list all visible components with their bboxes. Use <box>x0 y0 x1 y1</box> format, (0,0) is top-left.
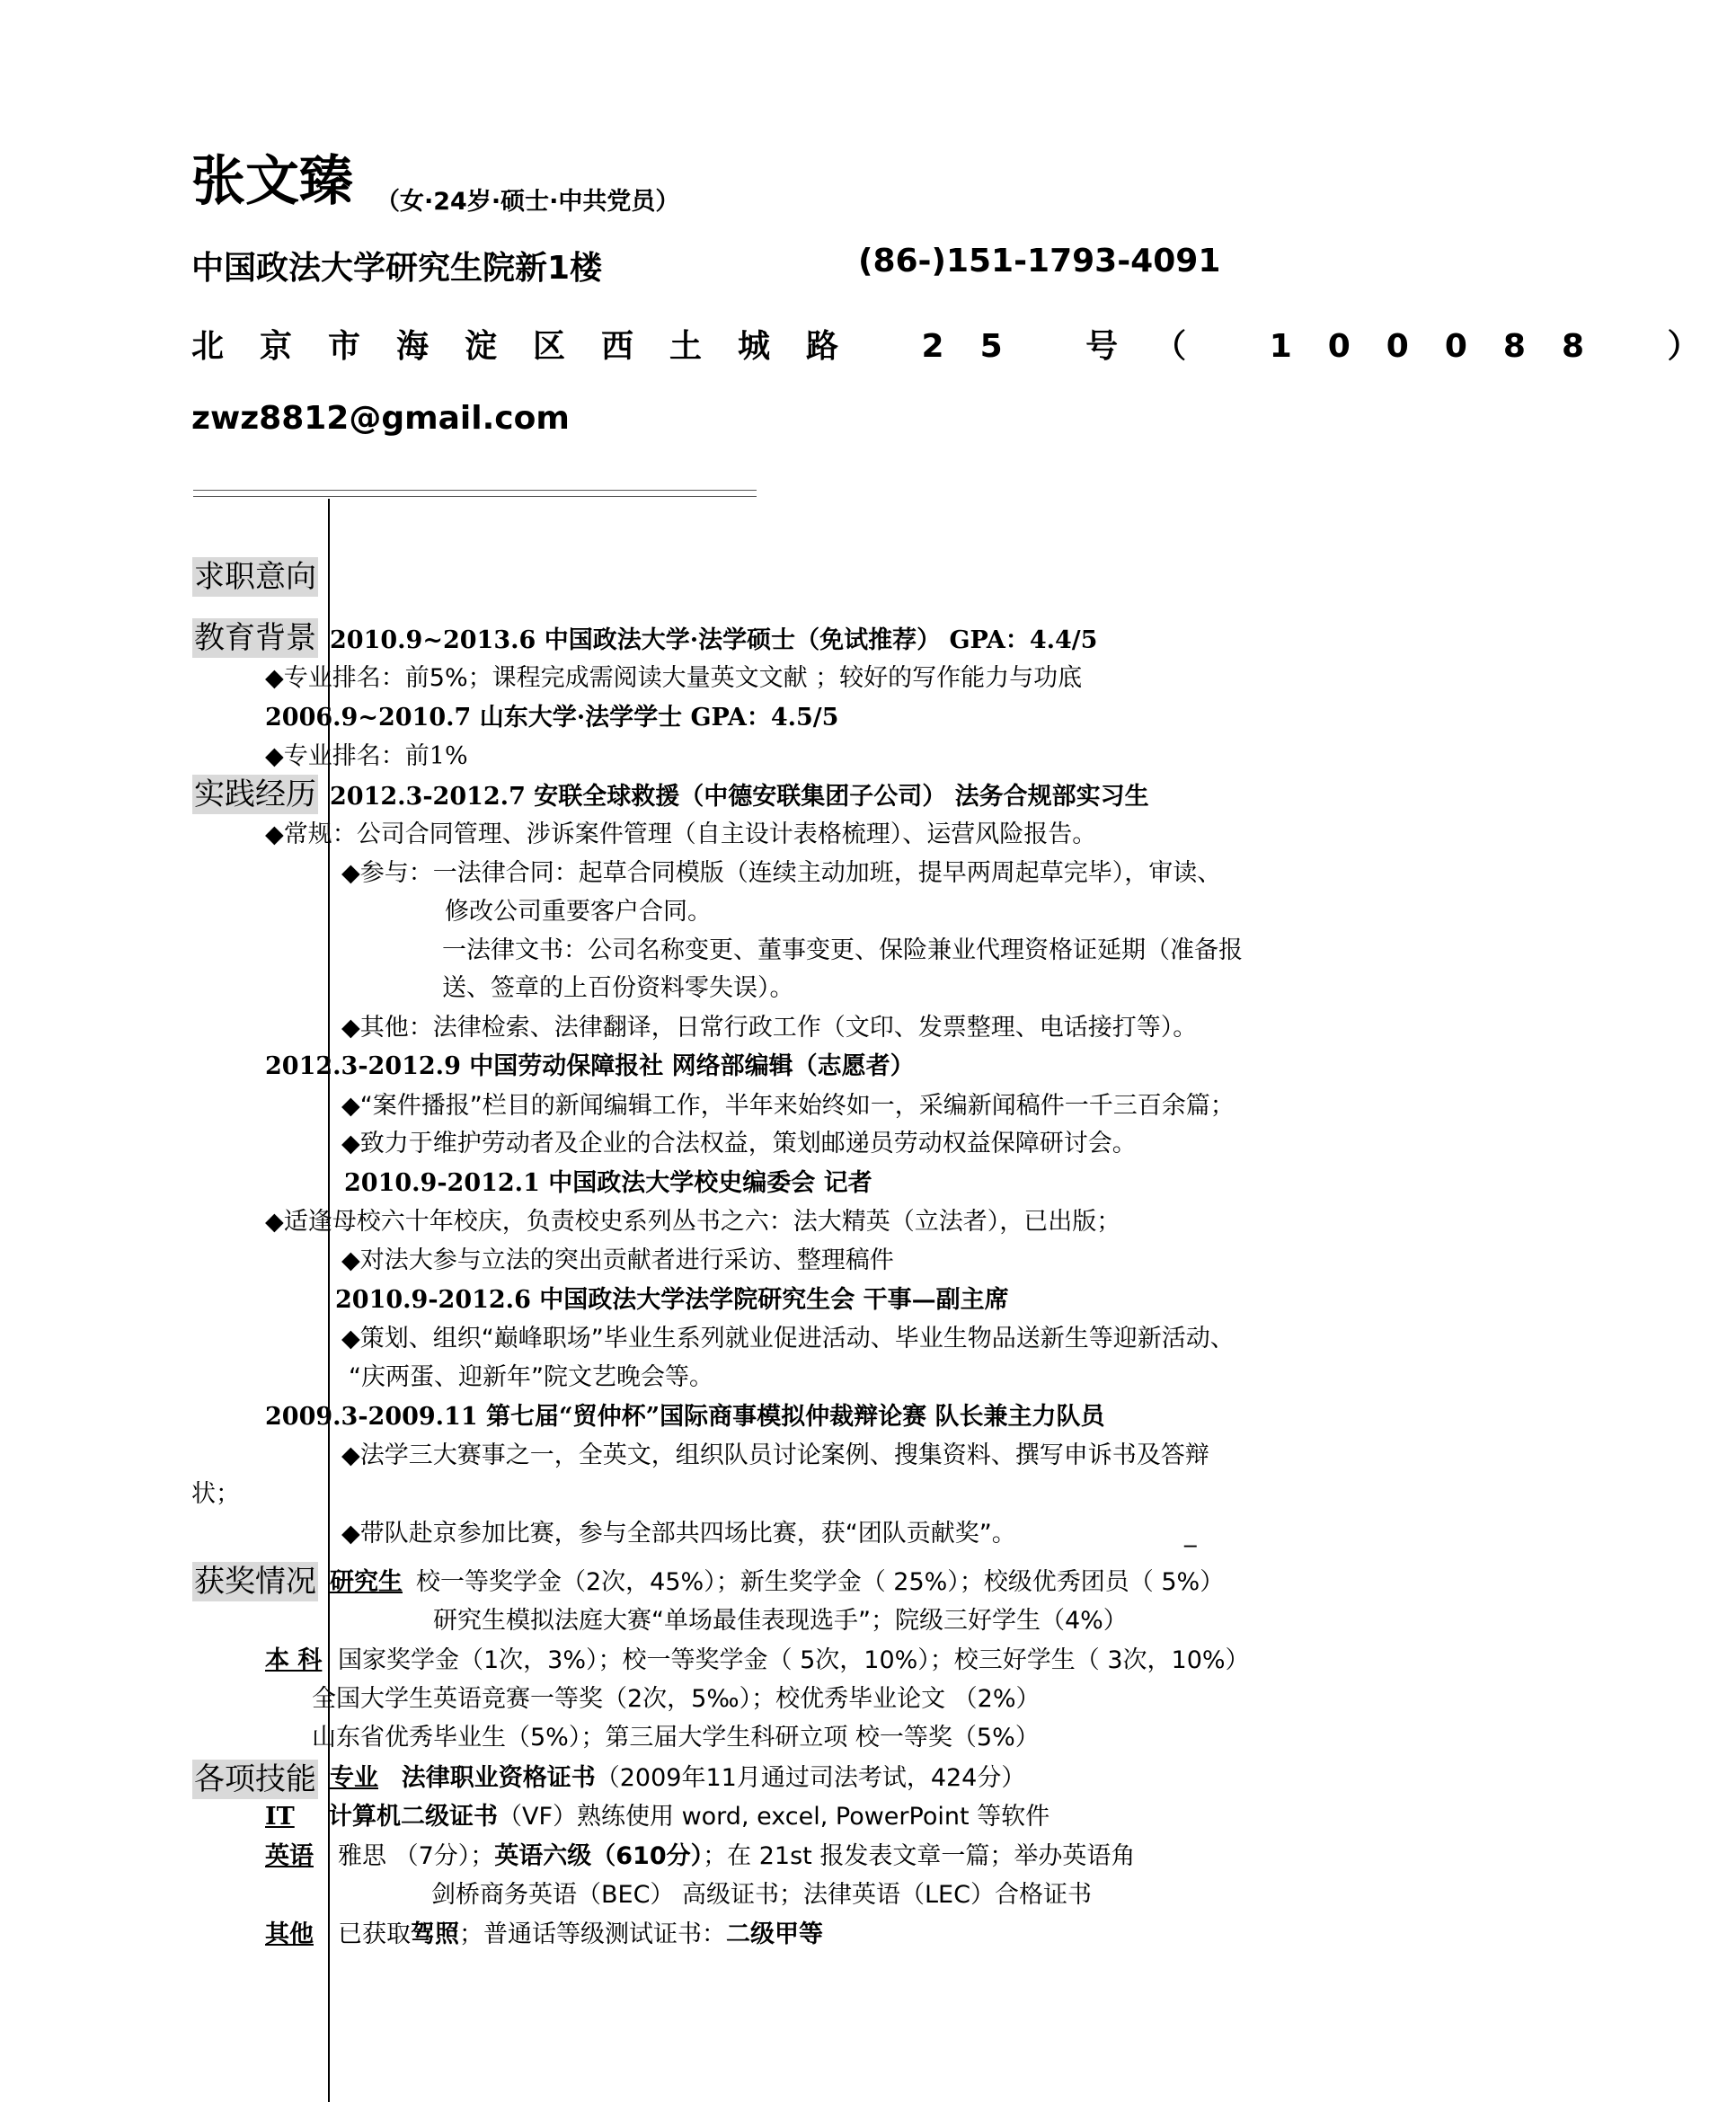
email-address: zwz8812@gmail.com <box>191 400 570 437</box>
skills-english-note: ；在 21st 报发表文章一篇；举办英语角 <box>703 1842 1136 1870</box>
awards-undergrad-line: 国家奖学金（1次，3%）；校一等奖学金（ 5次，10%）；校三好学生（ 3次，10%） <box>338 1646 1250 1674</box>
section-objective: 求职意向 <box>194 559 316 595</box>
practice-entry-1-line: ◆其他：法律检索、法律翻译，日常行政工作（文印、发票整理、电话接打等）。 <box>341 1014 1198 1042</box>
skills-other-row <box>338 1920 823 1950</box>
address-line-1: 中国政法大学研究生院新1楼 <box>191 250 603 287</box>
header-rule-bottom <box>193 496 757 497</box>
practice-entry-3-line: ◆对法大参与立法的突出贡献者进行采访、整理稿件 <box>341 1246 894 1274</box>
section-education: 教育背景 <box>194 620 316 656</box>
practice-entry-3-heading: 2010.9-2012.1 中国政法大学校史编委会 记者 <box>344 1169 872 1197</box>
candidate-name: 张文臻 <box>191 150 353 213</box>
awards-graduate-label: 研究生 <box>330 1568 403 1596</box>
practice-entry-4-line: “庆两蛋、迎新年”院文艺晚会等。 <box>349 1363 713 1391</box>
education-entry-2-heading: 2006.9~2010.7 山东大学·法学学士 GPA：4.5/5 <box>265 704 839 732</box>
address-line-2: 北京市海淀区西土城路 25 号（ 100088 ） <box>191 328 1736 365</box>
practice-entry-5-line: ◆带队赴京参加比赛，参与全部共四场比赛，获“团队贡献奖”。 <box>341 1520 1016 1548</box>
practice-entry-1-line: 一法律文书：公司名称变更、董事变更、保险兼业代理资格证延期（准备报 <box>442 936 1243 964</box>
practice-entry-5-line: ◆法学三大赛事之一，全英文，组织队员讨论案例、搜集资料、撰写申诉书及答辩 <box>341 1441 1209 1469</box>
skills-english-row <box>338 1841 1135 1872</box>
skills-it-label: IT <box>265 1803 295 1831</box>
practice-entry-2-line: ◆致力于维护劳动者及企业的合法权益，策划邮递员劳动权益保障研讨会。 <box>341 1130 1137 1157</box>
practice-entry-3-line: ◆适逢母校六十年校庆，负责校史系列丛书之六：法大精英（立法者），已出版； <box>265 1208 1121 1236</box>
skills-it-cert: 计算机二级证书 <box>328 1803 498 1831</box>
skills-it-row <box>328 1802 1050 1832</box>
education-entry-1-heading: 2010.9~2013.6 中国政法大学·法学硕士（免试推荐） GPA：4.4/5 <box>330 626 1098 654</box>
practice-entry-2-heading: 2012.3-2012.9 中国劳动保障报社 网络部编辑（志愿者） <box>265 1052 915 1080</box>
practice-entry-5-heading: 2009.3-2009.11 第七届“贸仲杯”国际商事模拟仲裁辩论赛 队长兼主力队员 <box>265 1403 1105 1431</box>
skills-other-text: ；普通话等级测试证书： <box>459 1920 726 1948</box>
skills-professional-cert: 法律职业资格证书 <box>401 1764 596 1792</box>
candidate-meta: （女·24岁·硕士·中共党员） <box>376 188 680 216</box>
skills-it-note: （VF）熟练使用 word, excel, PowerPoint 等软件 <box>498 1803 1050 1831</box>
skills-professional-label: 专业 <box>330 1764 378 1792</box>
phone-number: (86-)151-1793-4091 <box>858 243 1221 279</box>
practice-entry-5-mark: _ <box>1184 1520 1197 1548</box>
skills-english-label: 英语 <box>265 1842 314 1870</box>
skills-professional-note: （2009年11月通过司法考试，424分） <box>595 1764 1026 1792</box>
vertical-divider <box>328 499 330 2102</box>
skills-other-text: 已获取 <box>338 1920 411 1948</box>
practice-entry-1-line: 修改公司重要客户合同。 <box>445 898 712 926</box>
practice-entry-1-line: 送、签章的上百份资料零失误）。 <box>442 974 794 1002</box>
section-awards: 获奖情况 <box>194 1564 316 1600</box>
education-entry-2-detail: ◆专业排名：前1% <box>265 742 468 770</box>
awards-graduate-line: 校一等奖学金（2次，45%）；新生奖学金（ 25%）；校级优秀团员（ 5%） <box>416 1568 1225 1596</box>
skills-professional-row <box>330 1763 1025 1794</box>
skills-english-line-2: 剑桥商务英语（BEC） 高级证书；法律英语（LEC）合格证书 <box>431 1881 1092 1909</box>
practice-entry-1-line: ◆常规：公司合同管理、涉诉案件管理（自主设计表格梳理）、运营风险报告。 <box>265 820 1097 848</box>
practice-entry-1-line: ◆参与：一法律合同：起草合同模版（连续主动加班，提早两周起草完毕），审读、 <box>341 859 1222 887</box>
practice-entry-5-line: 状； <box>191 1480 240 1508</box>
skills-other-label: 其他 <box>265 1920 314 1948</box>
skills-english-cet6: 英语六级（610分） <box>494 1842 704 1870</box>
awards-undergrad-line: 全国大学生英语竞赛一等奖（2次，5‰）；校优秀毕业论文 （2%） <box>312 1685 1041 1713</box>
awards-undergrad-label: 本 科 <box>265 1646 323 1674</box>
practice-entry-1-heading: 2012.3-2012.7 安联全球救援（中德安联集团子公司） 法务合规部实习生 <box>330 783 1149 811</box>
skills-other-level: 二级甲等 <box>726 1920 823 1948</box>
education-entry-1-detail: ◆专业排名：前5%；课程完成需阅读大量英文文献 ；较好的写作能力与功底 <box>265 664 1083 692</box>
practice-entry-4-line: ◆策划、组织“巅峰职场”毕业生系列就业促进活动、毕业生物品送新生等迎新活动、 <box>341 1325 1235 1353</box>
section-practice: 实践经历 <box>194 776 316 812</box>
section-skills: 各项技能 <box>194 1761 316 1797</box>
header-rule-top <box>193 490 757 491</box>
practice-entry-4-heading: 2010.9-2012.6 中国政法大学法学院研究生会 干事—副主席 <box>335 1286 1009 1314</box>
skills-other-license: 驾照 <box>411 1920 459 1948</box>
practice-entry-2-line: ◆“案件播报”栏目的新闻编辑工作，半年来始终如一，采编新闻稿件一千三百余篇； <box>341 1092 1235 1120</box>
awards-graduate-line: 研究生模拟法庭大赛“单场最佳表现选手”；院级三好学生（4%） <box>433 1607 1128 1635</box>
awards-undergrad-line: 山东省优秀毕业生（5%）；第三届大学生科研立项 校一等奖（5%） <box>312 1724 1040 1752</box>
skills-english-ielts: 雅思 （7分）； <box>338 1842 495 1870</box>
